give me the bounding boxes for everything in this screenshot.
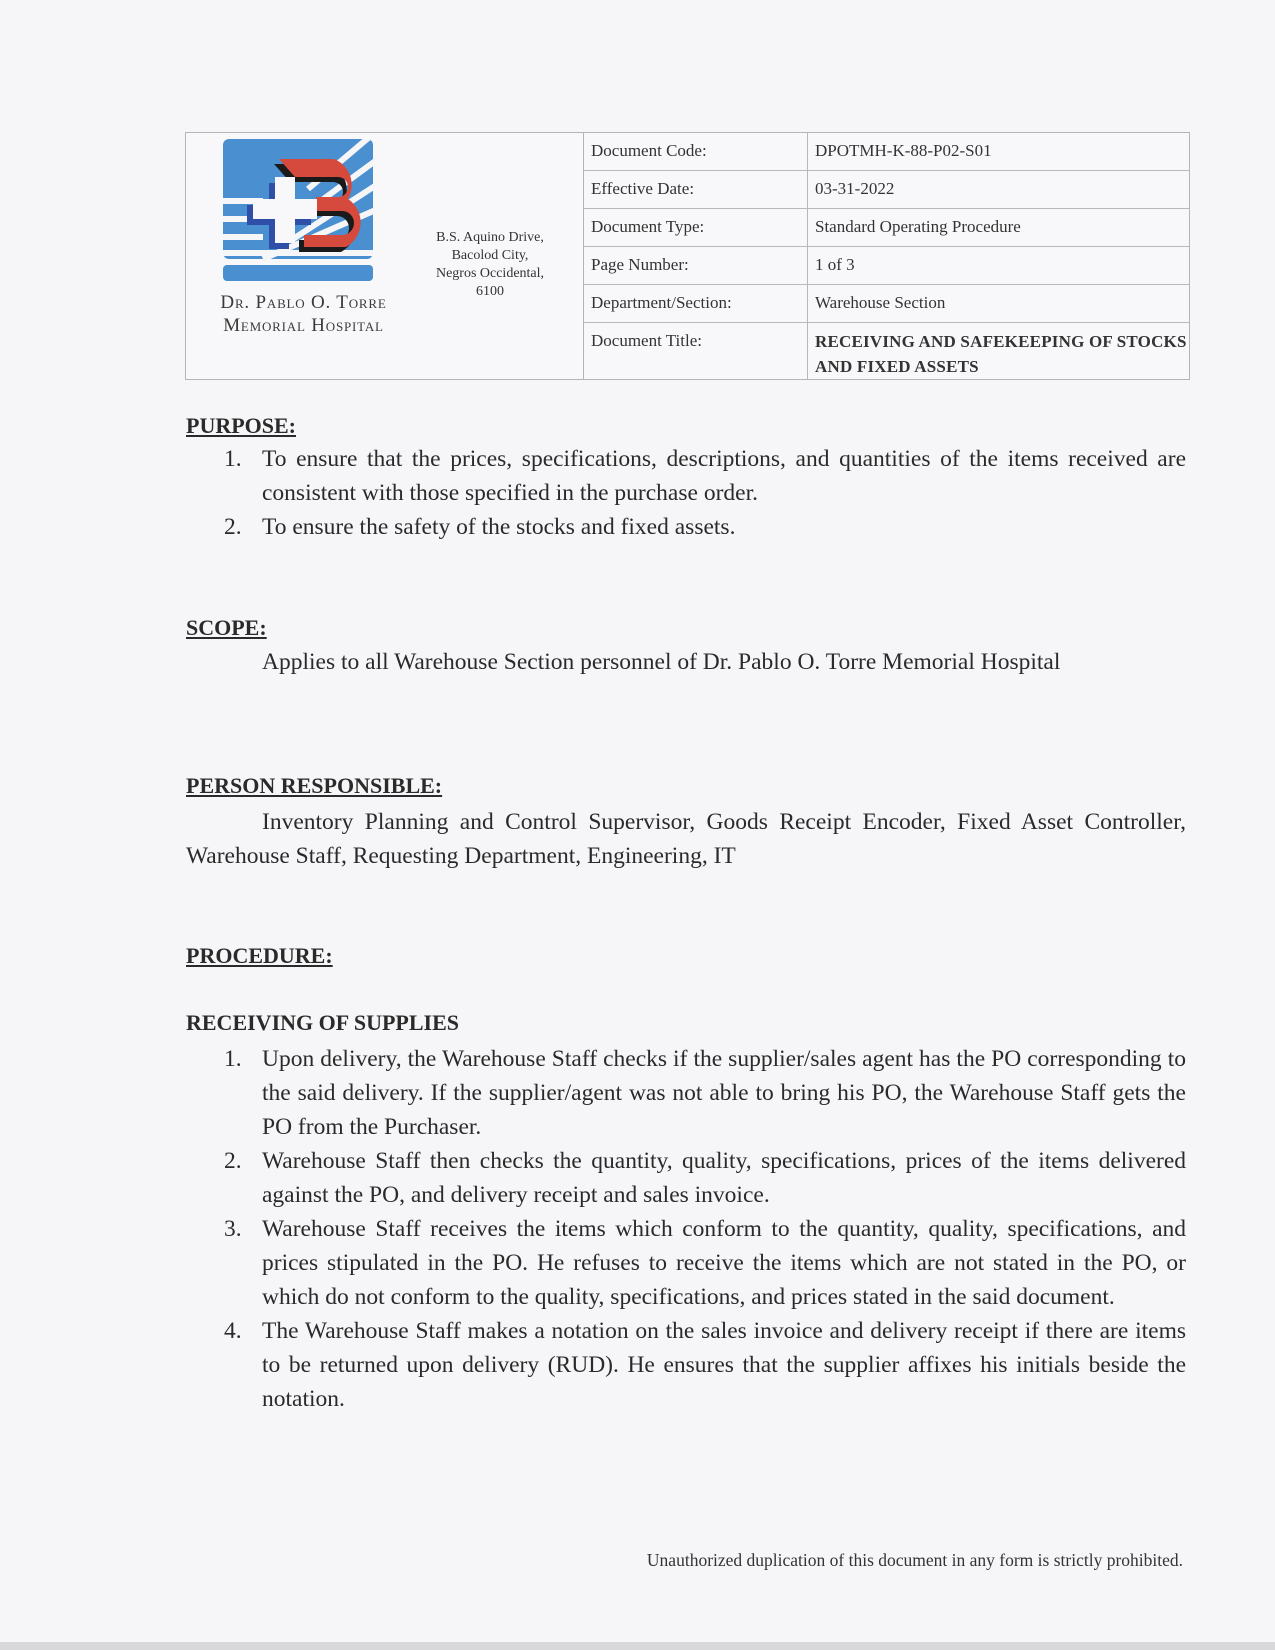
list-number: 2. (224, 1148, 242, 1174)
address-cell (397, 133, 584, 379)
document-type-value: Standard Operating Procedure (815, 217, 1021, 236)
address-line: B.S. Aquino Drive, (436, 230, 544, 245)
address-line: 6100 (476, 284, 504, 299)
hospital-name-line1: Dr. Pablo O. Torre (220, 292, 387, 313)
list-number: 1. (224, 1046, 242, 1072)
purpose-list (224, 442, 1186, 544)
list-item (224, 1212, 1186, 1314)
list-number: 1. (224, 446, 242, 472)
scope-heading: SCOPE: (186, 615, 267, 640)
address-line: Bacolod City, (451, 248, 529, 263)
document-title-value: RECEIVING AND SAFEKEEPING OF STOCKS AND FIXED ASSETS (815, 332, 1187, 376)
list-text: Upon delivery, the Warehouse Staff checks if the supplier/sales agent has the PO corresponding to the said delivery. If the supplier/agent was not able to bring his PO, the Warehouse Staff gets the PO from the Purchaser. (262, 1046, 1186, 1140)
person-responsible-text-content: Inventory Planning and Control Supervisor, Goods Receipt Encoder, Fixed Asset Controller, Warehouse Staff, Requesting Department, Engineering, IT (186, 809, 1186, 869)
list-text: To ensure that the prices, specifications, descriptions, and quantities of the items received are consistent with those specified in the purchase order. (262, 446, 1186, 506)
hospital-name-line2: Memorial Hospital (223, 315, 384, 336)
meta-row-effective-date (584, 171, 1189, 209)
document-header-table (185, 132, 1190, 380)
meta-row-department (584, 285, 1189, 323)
meta-label: Document Title: (584, 323, 808, 379)
procedure-heading: PROCEDURE: (186, 943, 333, 968)
scope-text (186, 645, 1186, 679)
list-item (224, 1042, 1186, 1144)
meta-label: Document Code: (584, 133, 808, 170)
list-text: Warehouse Staff receives the items which conform to the quantity, quality, specifications, and prices stipulated in the PO. He refuses to receive the items which are not stated in the PO, or which do not conform to the quality, specifications, and prices stated in the said document. (262, 1216, 1186, 1310)
effective-date-value: 03-31-2022 (815, 179, 895, 198)
list-text: The Warehouse Staff makes a notation on the sales invoice and delivery receipt if there are items to be returned upon delivery (RUD). He ensures that the supplier affixes his initials beside the notation. (262, 1318, 1186, 1412)
meta-row-document-title (584, 323, 1189, 379)
list-number: 2. (224, 514, 242, 540)
meta-row-page-number (584, 247, 1189, 285)
list-text: Warehouse Staff then checks the quantity, quality, specifications, prices of the items delivered against the PO, and delivery receipt and sales invoice. (262, 1148, 1186, 1208)
hospital-name (186, 291, 421, 337)
purpose-heading: PURPOSE: (186, 413, 296, 438)
list-item (224, 1314, 1186, 1416)
list-item (224, 1144, 1186, 1212)
logo-cell (186, 133, 397, 379)
meta-label: Department/Section: (584, 285, 808, 322)
hospital-logo-cross-r-icon (223, 139, 375, 287)
list-item (224, 442, 1186, 510)
procedure-list (224, 1042, 1186, 1416)
list-item (224, 510, 1186, 544)
duplication-notice: Unauthorized duplication of this document in any form is strictly prohibited. (646, 1550, 1183, 1570)
meta-label: Effective Date: (584, 171, 808, 208)
list-number: 3. (224, 1216, 242, 1242)
document-meta-table (584, 133, 1189, 379)
scope-text-content: Applies to all Warehouse Section personnel of Dr. Pablo O. Torre Memorial Hospital (262, 649, 1061, 675)
meta-row-document-code (584, 133, 1189, 171)
address-line: Negros Occidental, (435, 266, 545, 281)
meta-label: Page Number: (584, 247, 808, 284)
document-code-value: DPOTMH-K-88-P02-S01 (815, 141, 992, 160)
page-number-value: 1 of 3 (815, 255, 855, 274)
meta-row-document-type (584, 209, 1189, 247)
list-number: 4. (224, 1318, 242, 1344)
list-text: To ensure the safety of the stocks and fixed assets. (262, 514, 736, 540)
receiving-of-supplies-heading: RECEIVING OF SUPPLIES (186, 1010, 460, 1035)
page-edge (0, 1642, 1275, 1650)
meta-label: Document Type: (584, 209, 808, 246)
person-responsible-heading: PERSON RESPONSIBLE: (186, 773, 443, 798)
person-responsible-text (186, 805, 1186, 873)
department-value: Warehouse Section (815, 293, 946, 312)
hospital-address (397, 229, 583, 301)
